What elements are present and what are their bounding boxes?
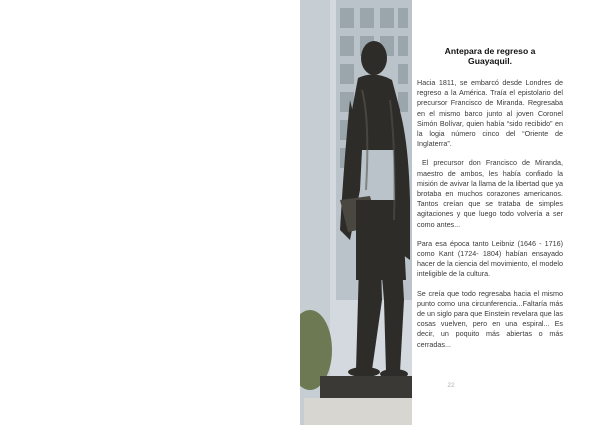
paragraph-3: Para esa época tanto Leibniz (1646 - 1716) como Kant (1724- 1804) habían ensayado hacer de la ciencia del movimiento, el modelo inteligible de la cultura. bbox=[417, 238, 563, 279]
statue-illustration bbox=[300, 0, 412, 425]
paragraph-2: El precursor don Francisco de Miranda, maestro de ambos, les había confiado la misión de avivar la llama de la libertad que ya brotaba en muchos corazones americanos. Tantos creían que se trataba de simples agitaciones y que luego todo volvería a ser como antes... bbox=[417, 158, 563, 229]
title-line-2: Guayaquil. bbox=[468, 56, 512, 66]
title-line-1: Antepara de regreso a bbox=[444, 46, 536, 56]
article-column bbox=[417, 46, 563, 359]
page-number: 22 bbox=[447, 382, 455, 389]
paragraph-1: Hacia 1811, se embarcó desde Londres de regreso a la América. Traía el epistolario del precursor Francisco de Miranda. Regresaba en el mismo barco junto al joven Coronel Simón Bolívar, quien había “sido recibido” en la logia número cinco del “Oriente de Inglaterra”. bbox=[417, 78, 563, 149]
statue-photo bbox=[300, 0, 412, 425]
statue-base bbox=[320, 376, 412, 398]
stone-pedestal bbox=[304, 398, 412, 425]
paragraph-4: Se creía que todo regresaba hacia el mismo punto como una circunferencia...Faltaría más de un siglo para que Einstein revelara que las cosas vuelven, pero en una espiral... Es decir, un poquito más abiertas o más cerradas... bbox=[417, 288, 563, 349]
article-title bbox=[417, 46, 563, 66]
